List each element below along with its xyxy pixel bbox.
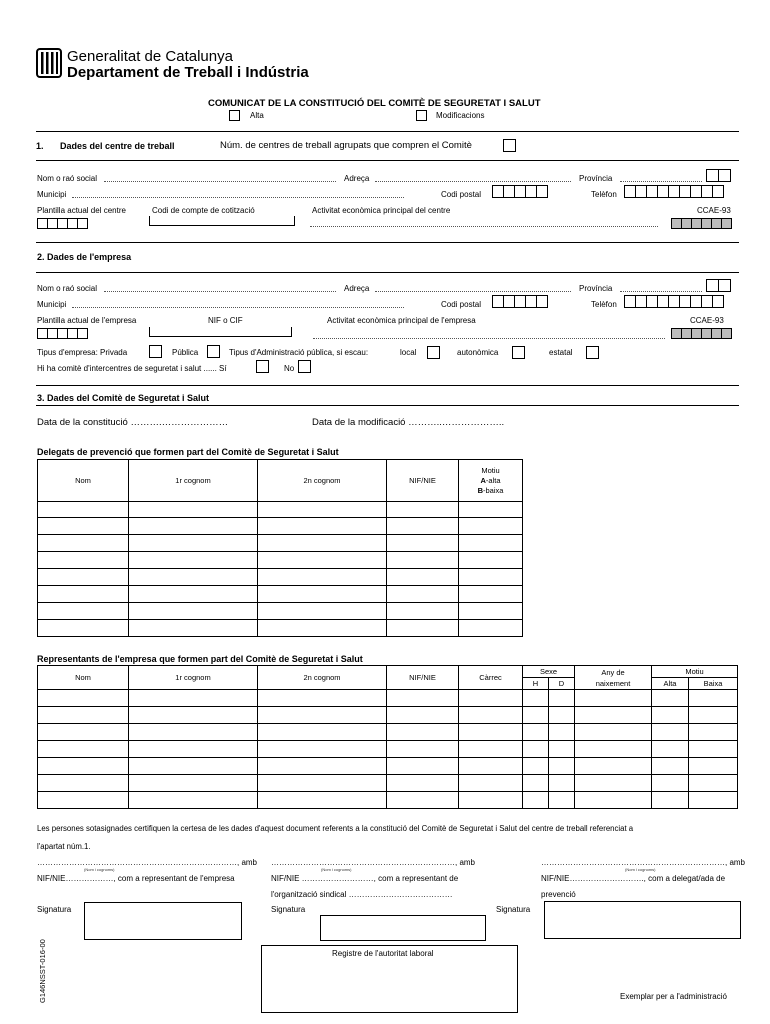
- department-name: Departament de Treball i Indústria: [67, 64, 309, 81]
- provincia-label: Província: [579, 174, 613, 183]
- provincia-field[interactable]: [620, 181, 702, 182]
- signant2-hint: (Nom i cognoms): [321, 867, 352, 872]
- comite-si-checkbox[interactable]: [256, 360, 269, 373]
- table-row[interactable]: [38, 707, 738, 724]
- plantilla-label: Plantilla actual del centre: [37, 206, 126, 215]
- col-carrec: Càrrec: [459, 666, 523, 690]
- plantilla-boxes[interactable]: [37, 218, 87, 229]
- divider: [36, 385, 739, 386]
- representants-header-row: [38, 666, 738, 678]
- col-h: H: [523, 678, 549, 690]
- table-row[interactable]: [38, 792, 738, 809]
- signant3-signatura-label: Signatura: [496, 905, 531, 914]
- signant2-nif[interactable]: NIF/NIE ………………………, com a representant de: [271, 874, 459, 883]
- col-cognom1: 1r cognom: [129, 666, 258, 690]
- adreca-field[interactable]: [375, 181, 571, 182]
- col-nif: NIF/NIE: [387, 460, 459, 502]
- motiu-a: A-alta: [480, 475, 501, 485]
- empresa-municipi-field[interactable]: [72, 307, 404, 308]
- provincia-code-boxes[interactable]: [706, 169, 730, 182]
- section2-title: 2. Dades de l'empresa: [37, 252, 132, 262]
- municipi-field[interactable]: [72, 197, 404, 198]
- org-name: Generalitat de Catalunya: [67, 48, 233, 65]
- empresa-codi-postal-label: Codi postal: [441, 300, 482, 309]
- empresa-nom-label: Nom o raó social: [37, 284, 98, 293]
- table-row[interactable]: [38, 690, 738, 707]
- signant3-signature-box[interactable]: [544, 901, 741, 939]
- table-row[interactable]: [38, 586, 523, 603]
- table-row[interactable]: [38, 775, 738, 792]
- privada-checkbox[interactable]: [149, 345, 162, 358]
- col-nom: Nom: [38, 666, 129, 690]
- divider: [36, 272, 739, 273]
- section1-title: Dades del centre de treball: [60, 141, 175, 151]
- table-row[interactable]: [38, 552, 523, 569]
- motiu-line1: Motiu: [481, 465, 500, 475]
- delegats-title: Delegats de prevenció que formen part del Comitè de Seguretat i Salut: [37, 447, 339, 457]
- comite-no-label: No: [284, 364, 295, 373]
- ccae-label: CCAE-93: [697, 206, 731, 215]
- codi-compte-field[interactable]: [149, 216, 295, 226]
- modificacions-checkbox[interactable]: [416, 110, 427, 121]
- publica-label: Pública: [172, 348, 199, 357]
- empresa-codi-postal-boxes[interactable]: [492, 295, 547, 308]
- comite-intercentres-label: Hi ha comitè d'intercentres de seguretat i salut ...... Sí: [37, 364, 227, 373]
- empresa-telefon-boxes[interactable]: [624, 295, 723, 308]
- empresa-municipi-label: Municipi: [37, 300, 67, 309]
- divider: [36, 160, 739, 161]
- section1-number: 1.: [36, 141, 44, 151]
- col-cognom2: 2n cognom: [258, 666, 387, 690]
- autonomica-checkbox[interactable]: [512, 346, 525, 359]
- col-cognom2: 2n cognom: [258, 460, 387, 502]
- num-centres-label: Núm. de centres de treball agrupats que compren el Comitè: [220, 140, 472, 151]
- divider: [36, 131, 739, 132]
- activitat-label: Activitat econòmica principal del centre: [312, 206, 451, 215]
- empresa-provincia-field[interactable]: [620, 291, 702, 292]
- table-row[interactable]: [38, 758, 738, 775]
- estatal-checkbox[interactable]: [586, 346, 599, 359]
- col-nif: NIF/NIE: [387, 666, 459, 690]
- col-sexe: Sexe: [523, 666, 575, 678]
- col-motiu: Motiu: [652, 666, 738, 678]
- adreca-label: Adreça: [344, 174, 370, 183]
- empresa-nif-field[interactable]: [149, 327, 292, 337]
- delegats-header-row: [38, 460, 523, 502]
- local-label: local: [400, 348, 417, 357]
- empresa-adreca-label: Adreça: [344, 284, 370, 293]
- empresa-provincia-code-boxes[interactable]: [706, 279, 730, 292]
- signant1-hint: (Nom i cognoms): [84, 867, 115, 872]
- nom-label: Nom o raó social: [37, 174, 98, 183]
- form-title: COMUNICAT DE LA CONSTITUCIÓ DEL COMITÈ DE SEGURETAT I SALUT: [208, 98, 541, 109]
- codi-postal-label: Codi postal: [441, 190, 482, 199]
- data-modificacio[interactable]: Data de la modificació ………..………………..: [312, 417, 505, 428]
- divider: [36, 405, 739, 406]
- empresa-ccae-boxes[interactable]: [671, 328, 731, 339]
- table-row[interactable]: [38, 620, 523, 637]
- section3-title: 3. Dades del Comitè de Seguretat i Salut: [37, 393, 210, 403]
- empresa-nom-field[interactable]: [104, 291, 336, 292]
- table-row[interactable]: [38, 603, 523, 620]
- certificacio-text-2: l'apartat núm.1.: [37, 842, 91, 851]
- col-alta: Alta: [652, 678, 689, 690]
- signant1-signature-box[interactable]: [84, 902, 242, 940]
- representants-title: Representants de l'empresa que formen part del Comitè de Seguretat i Salut: [37, 654, 363, 664]
- certificacio-text: Les persones sotasignades certifiquen la certesa de les dades d'aquest document referents a la constitució del Comitè de Seguretat i Salut del centre de treball referenciat a: [37, 824, 634, 833]
- divider: [36, 242, 739, 243]
- autonomica-label: autonòmica: [457, 348, 499, 357]
- representants-table: [37, 665, 738, 809]
- tipus-empresa-label: Tipus d'empresa: Privada: [37, 348, 128, 357]
- empresa-ccae-label: CCAE-93: [690, 316, 724, 325]
- empresa-adreca-field[interactable]: [375, 291, 571, 292]
- generalitat-logo-icon: [36, 48, 62, 78]
- nom-field[interactable]: [104, 181, 336, 182]
- col-baixa: Baixa: [689, 678, 738, 690]
- modificacions-label: Modificacions: [436, 111, 485, 120]
- col-cognom1: 1r cognom: [129, 460, 258, 502]
- telefon-label: Telèfon: [591, 190, 617, 199]
- alta-label: Alta: [250, 111, 264, 120]
- alta-checkbox[interactable]: [229, 110, 240, 121]
- municipi-label: Municipi: [37, 190, 67, 199]
- signant3-nif[interactable]: NIF/NIE………………………., com a delegat/ada de: [541, 874, 726, 883]
- signant2-organitzacio[interactable]: l'organització sindical …………………………………: [271, 890, 453, 899]
- codi-postal-boxes[interactable]: [492, 185, 547, 198]
- exemplar-label: Exemplar per a l'administració: [620, 992, 727, 1001]
- signant1-signatura-label: Signatura: [37, 905, 72, 914]
- table-row[interactable]: [38, 502, 523, 518]
- empresa-provincia-label: Província: [579, 284, 613, 293]
- signant2-signature-box[interactable]: [320, 915, 486, 941]
- empresa-nif-label: NIF o CIF: [208, 316, 243, 325]
- col-nom: Nom: [38, 460, 129, 502]
- empresa-activitat-field[interactable]: [313, 338, 665, 339]
- delegats-table: [37, 459, 523, 637]
- signant2-name[interactable]: ……………………………………………………………, amb: [271, 858, 476, 867]
- signant2-signatura-label: Signatura: [271, 905, 306, 914]
- num-centres-box[interactable]: [503, 139, 516, 152]
- col-motiu: [459, 460, 523, 502]
- motiu-b: B-baixa: [477, 485, 504, 495]
- signant1-nif[interactable]: NIF/NIE………………, com a representant de l'empresa: [37, 874, 235, 883]
- tipus-admin-label: Tipus d'Administració pública, si escau:: [229, 348, 369, 357]
- form-code: G146NSST-016-00: [38, 939, 47, 1003]
- local-checkbox[interactable]: [427, 346, 440, 359]
- registre-label: Registre de l'autoritat laboral: [332, 949, 434, 958]
- col-d: D: [549, 678, 575, 690]
- table-row[interactable]: [38, 569, 523, 586]
- signant1-name[interactable]: …………………………………………………………………, amb: [37, 858, 258, 867]
- codi-compte-label: Codi de compte de cotització: [152, 206, 255, 215]
- table-row[interactable]: [38, 535, 523, 552]
- telefon-boxes[interactable]: [624, 185, 723, 198]
- empresa-plantilla-label: Plantilla actual de l'empresa: [37, 316, 137, 325]
- col-any-naixement: Any de naixement: [575, 666, 652, 690]
- publica-checkbox[interactable]: [207, 345, 220, 358]
- empresa-plantilla-boxes[interactable]: [37, 328, 87, 339]
- comite-no-checkbox[interactable]: [298, 360, 311, 373]
- table-row[interactable]: [38, 724, 738, 741]
- signant3-name[interactable]: ……………………………………………………………, amb: [541, 858, 746, 867]
- signant3-prevencio: prevenció: [541, 890, 576, 899]
- empresa-activitat-label: Activitat econòmica principal de l'empresa: [327, 316, 476, 325]
- activitat-field[interactable]: [310, 226, 658, 227]
- data-constitucio[interactable]: Data de la constitució ……….…………………: [37, 417, 229, 428]
- estatal-label: estatal: [549, 348, 573, 357]
- signant3-hint: (Nom i cognoms): [625, 867, 656, 872]
- table-row[interactable]: [38, 518, 523, 535]
- table-row[interactable]: [38, 741, 738, 758]
- ccae-boxes[interactable]: [671, 218, 731, 229]
- empresa-telefon-label: Telèfon: [591, 300, 617, 309]
